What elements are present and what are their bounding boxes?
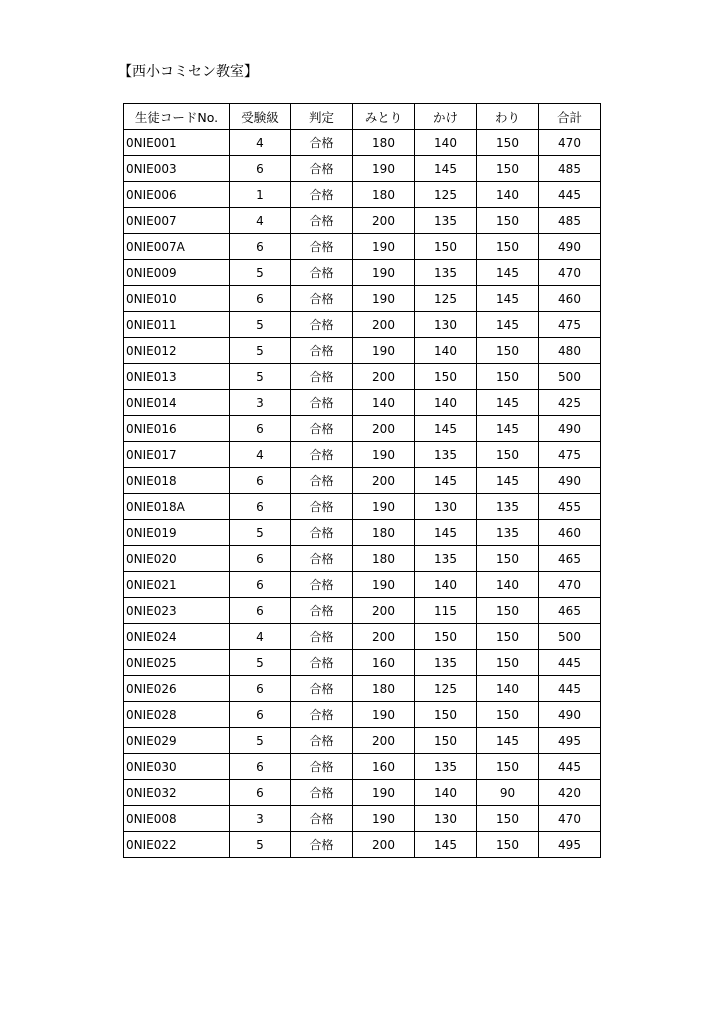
cell-exam-grade: 3 bbox=[230, 390, 291, 416]
cell-judgement: 合格 bbox=[291, 182, 353, 208]
cell-wari: 135 bbox=[477, 494, 539, 520]
table-row bbox=[124, 676, 601, 702]
cell-midori: 200 bbox=[353, 728, 415, 754]
cell-exam-grade: 5 bbox=[230, 520, 291, 546]
cell-midori: 140 bbox=[353, 390, 415, 416]
cell-exam-grade: 5 bbox=[230, 338, 291, 364]
cell-judgement: 合格 bbox=[291, 650, 353, 676]
cell-judgement: 合格 bbox=[291, 416, 353, 442]
cell-total: 465 bbox=[539, 598, 601, 624]
cell-wari: 140 bbox=[477, 182, 539, 208]
cell-midori: 190 bbox=[353, 156, 415, 182]
cell-student-code: 0NIE017 bbox=[124, 442, 230, 468]
table-row bbox=[124, 780, 601, 806]
cell-judgement: 合格 bbox=[291, 442, 353, 468]
cell-exam-grade: 3 bbox=[230, 806, 291, 832]
cell-judgement: 合格 bbox=[291, 702, 353, 728]
table-row bbox=[124, 442, 601, 468]
cell-wari: 150 bbox=[477, 598, 539, 624]
cell-student-code: 0NIE010 bbox=[124, 286, 230, 312]
cell-midori: 200 bbox=[353, 598, 415, 624]
cell-midori: 160 bbox=[353, 650, 415, 676]
cell-exam-grade: 6 bbox=[230, 286, 291, 312]
cell-kake: 145 bbox=[415, 156, 477, 182]
cell-kake: 140 bbox=[415, 572, 477, 598]
cell-total: 490 bbox=[539, 468, 601, 494]
cell-kake: 140 bbox=[415, 130, 477, 156]
cell-kake: 135 bbox=[415, 442, 477, 468]
cell-kake: 150 bbox=[415, 702, 477, 728]
cell-total: 465 bbox=[539, 546, 601, 572]
cell-judgement: 合格 bbox=[291, 780, 353, 806]
cell-judgement: 合格 bbox=[291, 598, 353, 624]
table-row bbox=[124, 832, 601, 858]
table-row bbox=[124, 650, 601, 676]
cell-total: 480 bbox=[539, 338, 601, 364]
cell-student-code: 0NIE019 bbox=[124, 520, 230, 546]
cell-exam-grade: 6 bbox=[230, 598, 291, 624]
cell-wari: 150 bbox=[477, 156, 539, 182]
cell-judgement: 合格 bbox=[291, 364, 353, 390]
table-row bbox=[124, 182, 601, 208]
cell-student-code: 0NIE030 bbox=[124, 754, 230, 780]
cell-student-code: 0NIE008 bbox=[124, 806, 230, 832]
cell-wari: 90 bbox=[477, 780, 539, 806]
cell-student-code: 0NIE029 bbox=[124, 728, 230, 754]
table-row bbox=[124, 208, 601, 234]
cell-judgement: 合格 bbox=[291, 468, 353, 494]
cell-student-code: 0NIE009 bbox=[124, 260, 230, 286]
cell-midori: 200 bbox=[353, 364, 415, 390]
cell-judgement: 合格 bbox=[291, 208, 353, 234]
cell-total: 460 bbox=[539, 286, 601, 312]
cell-exam-grade: 6 bbox=[230, 156, 291, 182]
cell-midori: 190 bbox=[353, 260, 415, 286]
cell-total: 470 bbox=[539, 260, 601, 286]
cell-midori: 190 bbox=[353, 572, 415, 598]
cell-midori: 180 bbox=[353, 546, 415, 572]
cell-student-code: 0NIE028 bbox=[124, 702, 230, 728]
cell-judgement: 合格 bbox=[291, 832, 353, 858]
cell-kake: 135 bbox=[415, 260, 477, 286]
cell-kake: 145 bbox=[415, 520, 477, 546]
table-row bbox=[124, 364, 601, 390]
table-row bbox=[124, 624, 601, 650]
header-wari: わり bbox=[477, 104, 539, 130]
cell-judgement: 合格 bbox=[291, 520, 353, 546]
cell-kake: 140 bbox=[415, 338, 477, 364]
cell-total: 460 bbox=[539, 520, 601, 546]
table-row bbox=[124, 390, 601, 416]
cell-wari: 145 bbox=[477, 260, 539, 286]
cell-total: 500 bbox=[539, 364, 601, 390]
cell-midori: 200 bbox=[353, 416, 415, 442]
table-row bbox=[124, 130, 601, 156]
table-row bbox=[124, 728, 601, 754]
cell-wari: 145 bbox=[477, 468, 539, 494]
table-row bbox=[124, 260, 601, 286]
cell-midori: 190 bbox=[353, 338, 415, 364]
table-row bbox=[124, 702, 601, 728]
cell-kake: 140 bbox=[415, 390, 477, 416]
page-title: 【西小コミセン教室】 bbox=[118, 64, 258, 80]
cell-kake: 135 bbox=[415, 208, 477, 234]
cell-wari: 145 bbox=[477, 390, 539, 416]
table-row bbox=[124, 338, 601, 364]
cell-exam-grade: 4 bbox=[230, 208, 291, 234]
cell-midori: 180 bbox=[353, 182, 415, 208]
cell-midori: 190 bbox=[353, 286, 415, 312]
cell-student-code: 0NIE018A bbox=[124, 494, 230, 520]
cell-wari: 145 bbox=[477, 286, 539, 312]
cell-wari: 150 bbox=[477, 624, 539, 650]
header-kake: かけ bbox=[415, 104, 477, 130]
cell-midori: 200 bbox=[353, 312, 415, 338]
cell-midori: 180 bbox=[353, 520, 415, 546]
cell-exam-grade: 6 bbox=[230, 234, 291, 260]
cell-exam-grade: 6 bbox=[230, 572, 291, 598]
cell-exam-grade: 6 bbox=[230, 780, 291, 806]
cell-total: 495 bbox=[539, 832, 601, 858]
table-row bbox=[124, 494, 601, 520]
cell-exam-grade: 5 bbox=[230, 832, 291, 858]
cell-judgement: 合格 bbox=[291, 312, 353, 338]
cell-exam-grade: 5 bbox=[230, 364, 291, 390]
cell-exam-grade: 6 bbox=[230, 546, 291, 572]
cell-total: 490 bbox=[539, 416, 601, 442]
cell-total: 500 bbox=[539, 624, 601, 650]
cell-student-code: 0NIE021 bbox=[124, 572, 230, 598]
cell-total: 445 bbox=[539, 650, 601, 676]
cell-total: 490 bbox=[539, 702, 601, 728]
cell-kake: 135 bbox=[415, 546, 477, 572]
cell-exam-grade: 5 bbox=[230, 260, 291, 286]
table-row bbox=[124, 468, 601, 494]
cell-total: 455 bbox=[539, 494, 601, 520]
cell-exam-grade: 5 bbox=[230, 650, 291, 676]
cell-kake: 135 bbox=[415, 754, 477, 780]
table-row bbox=[124, 312, 601, 338]
cell-total: 445 bbox=[539, 676, 601, 702]
cell-student-code: 0NIE001 bbox=[124, 130, 230, 156]
cell-judgement: 合格 bbox=[291, 390, 353, 416]
table-row bbox=[124, 156, 601, 182]
cell-wari: 140 bbox=[477, 572, 539, 598]
cell-midori: 180 bbox=[353, 130, 415, 156]
cell-wari: 150 bbox=[477, 806, 539, 832]
table-row bbox=[124, 234, 601, 260]
cell-total: 425 bbox=[539, 390, 601, 416]
cell-total: 420 bbox=[539, 780, 601, 806]
cell-midori: 190 bbox=[353, 234, 415, 260]
cell-judgement: 合格 bbox=[291, 728, 353, 754]
cell-judgement: 合格 bbox=[291, 546, 353, 572]
cell-student-code: 0NIE026 bbox=[124, 676, 230, 702]
table-row bbox=[124, 520, 601, 546]
cell-wari: 145 bbox=[477, 416, 539, 442]
table-header-row bbox=[124, 104, 601, 130]
cell-wari: 150 bbox=[477, 364, 539, 390]
cell-total: 470 bbox=[539, 130, 601, 156]
cell-total: 470 bbox=[539, 572, 601, 598]
table-row bbox=[124, 806, 601, 832]
cell-judgement: 合格 bbox=[291, 234, 353, 260]
cell-midori: 200 bbox=[353, 468, 415, 494]
cell-kake: 135 bbox=[415, 650, 477, 676]
cell-kake: 125 bbox=[415, 286, 477, 312]
cell-judgement: 合格 bbox=[291, 286, 353, 312]
cell-total: 475 bbox=[539, 312, 601, 338]
cell-student-code: 0NIE032 bbox=[124, 780, 230, 806]
cell-kake: 125 bbox=[415, 676, 477, 702]
cell-kake: 150 bbox=[415, 234, 477, 260]
cell-total: 490 bbox=[539, 234, 601, 260]
cell-kake: 145 bbox=[415, 468, 477, 494]
cell-student-code: 0NIE012 bbox=[124, 338, 230, 364]
cell-kake: 150 bbox=[415, 364, 477, 390]
table-row bbox=[124, 416, 601, 442]
cell-midori: 200 bbox=[353, 832, 415, 858]
cell-judgement: 合格 bbox=[291, 130, 353, 156]
cell-judgement: 合格 bbox=[291, 754, 353, 780]
table-row bbox=[124, 598, 601, 624]
cell-wari: 145 bbox=[477, 728, 539, 754]
cell-exam-grade: 6 bbox=[230, 416, 291, 442]
cell-kake: 140 bbox=[415, 780, 477, 806]
cell-kake: 130 bbox=[415, 494, 477, 520]
cell-exam-grade: 6 bbox=[230, 702, 291, 728]
cell-kake: 145 bbox=[415, 832, 477, 858]
cell-midori: 190 bbox=[353, 806, 415, 832]
cell-wari: 145 bbox=[477, 312, 539, 338]
cell-midori: 200 bbox=[353, 624, 415, 650]
cell-midori: 160 bbox=[353, 754, 415, 780]
cell-wari: 140 bbox=[477, 676, 539, 702]
cell-judgement: 合格 bbox=[291, 676, 353, 702]
cell-wari: 150 bbox=[477, 442, 539, 468]
cell-judgement: 合格 bbox=[291, 494, 353, 520]
cell-wari: 150 bbox=[477, 130, 539, 156]
cell-exam-grade: 6 bbox=[230, 754, 291, 780]
cell-kake: 125 bbox=[415, 182, 477, 208]
cell-kake: 145 bbox=[415, 416, 477, 442]
cell-student-code: 0NIE025 bbox=[124, 650, 230, 676]
cell-total: 475 bbox=[539, 442, 601, 468]
cell-wari: 150 bbox=[477, 546, 539, 572]
cell-exam-grade: 6 bbox=[230, 676, 291, 702]
cell-midori: 180 bbox=[353, 676, 415, 702]
header-judgement: 判定 bbox=[291, 104, 353, 130]
cell-student-code: 0NIE022 bbox=[124, 832, 230, 858]
cell-student-code: 0NIE007A bbox=[124, 234, 230, 260]
cell-student-code: 0NIE018 bbox=[124, 468, 230, 494]
cell-wari: 150 bbox=[477, 650, 539, 676]
cell-judgement: 合格 bbox=[291, 624, 353, 650]
cell-midori: 200 bbox=[353, 208, 415, 234]
cell-midori: 190 bbox=[353, 494, 415, 520]
cell-exam-grade: 1 bbox=[230, 182, 291, 208]
cell-kake: 150 bbox=[415, 728, 477, 754]
cell-exam-grade: 6 bbox=[230, 468, 291, 494]
cell-total: 445 bbox=[539, 182, 601, 208]
cell-student-code: 0NIE006 bbox=[124, 182, 230, 208]
cell-student-code: 0NIE014 bbox=[124, 390, 230, 416]
cell-wari: 150 bbox=[477, 702, 539, 728]
cell-kake: 115 bbox=[415, 598, 477, 624]
cell-exam-grade: 4 bbox=[230, 442, 291, 468]
cell-exam-grade: 5 bbox=[230, 728, 291, 754]
cell-wari: 150 bbox=[477, 338, 539, 364]
cell-judgement: 合格 bbox=[291, 572, 353, 598]
table-row bbox=[124, 286, 601, 312]
cell-student-code: 0NIE016 bbox=[124, 416, 230, 442]
cell-wari: 150 bbox=[477, 754, 539, 780]
cell-judgement: 合格 bbox=[291, 156, 353, 182]
cell-student-code: 0NIE024 bbox=[124, 624, 230, 650]
results-table bbox=[123, 103, 601, 858]
cell-student-code: 0NIE007 bbox=[124, 208, 230, 234]
cell-student-code: 0NIE011 bbox=[124, 312, 230, 338]
header-student-code: 生徒コードNo. bbox=[124, 104, 230, 130]
cell-judgement: 合格 bbox=[291, 260, 353, 286]
table-row bbox=[124, 754, 601, 780]
header-total: 合計 bbox=[539, 104, 601, 130]
table-row bbox=[124, 546, 601, 572]
cell-midori: 190 bbox=[353, 780, 415, 806]
cell-student-code: 0NIE003 bbox=[124, 156, 230, 182]
cell-kake: 130 bbox=[415, 312, 477, 338]
cell-exam-grade: 4 bbox=[230, 130, 291, 156]
cell-exam-grade: 4 bbox=[230, 624, 291, 650]
cell-midori: 190 bbox=[353, 702, 415, 728]
cell-kake: 150 bbox=[415, 624, 477, 650]
cell-student-code: 0NIE020 bbox=[124, 546, 230, 572]
cell-total: 445 bbox=[539, 754, 601, 780]
cell-student-code: 0NIE013 bbox=[124, 364, 230, 390]
cell-total: 485 bbox=[539, 156, 601, 182]
cell-exam-grade: 6 bbox=[230, 494, 291, 520]
header-exam-grade: 受験級 bbox=[230, 104, 291, 130]
cell-total: 485 bbox=[539, 208, 601, 234]
cell-judgement: 合格 bbox=[291, 806, 353, 832]
cell-total: 470 bbox=[539, 806, 601, 832]
cell-judgement: 合格 bbox=[291, 338, 353, 364]
cell-midori: 190 bbox=[353, 442, 415, 468]
header-midori: みとり bbox=[353, 104, 415, 130]
cell-student-code: 0NIE023 bbox=[124, 598, 230, 624]
cell-exam-grade: 5 bbox=[230, 312, 291, 338]
cell-wari: 150 bbox=[477, 208, 539, 234]
cell-wari: 150 bbox=[477, 832, 539, 858]
table-body bbox=[124, 130, 601, 858]
cell-wari: 135 bbox=[477, 520, 539, 546]
cell-wari: 150 bbox=[477, 234, 539, 260]
cell-total: 495 bbox=[539, 728, 601, 754]
table-row bbox=[124, 572, 601, 598]
cell-kake: 130 bbox=[415, 806, 477, 832]
